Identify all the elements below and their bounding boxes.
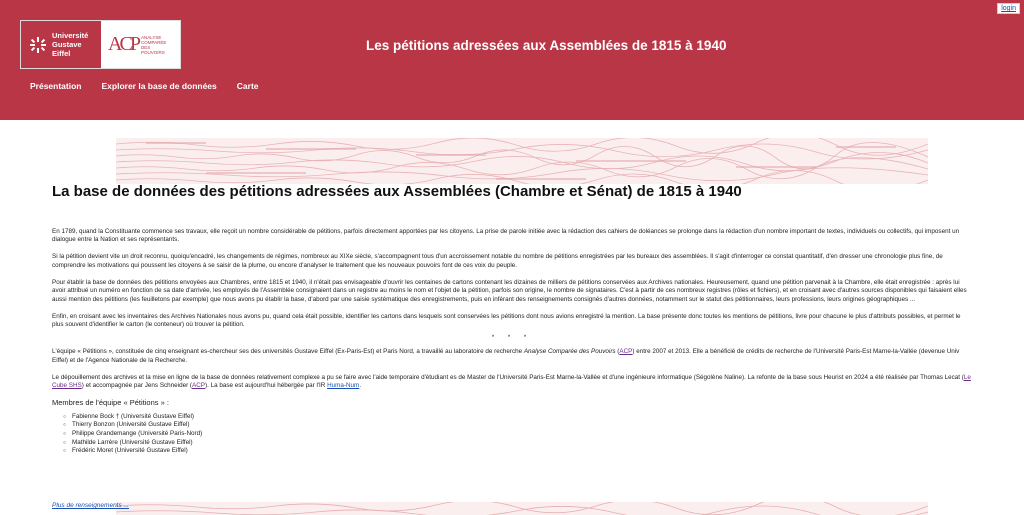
huma-num-link[interactable]: Huma-Num: [327, 382, 360, 390]
acp-link[interactable]: ACP: [619, 348, 633, 356]
list-item: ○ Mathilde Larrère (Université Gustave Eiffel): [66, 439, 972, 448]
context-paragraph: Si la pétition devient vite un droit reconnu, quoiqu'encadré, les changements de régimes, nombreux au XIXe siècle, s'accompagnent tous d'un accroissement notable du nombre de pétitions enregistrées par les bureaux des assemblées. Il s'agit d'interroger ce constat quantitatif, d'en dresser une chronologie plus fine, de comprendre les motivations qui poussent les citoyens à se saisir de la plume, ou encore d'analyser le traitement que les nouveaux pouvoirs font de ces voix du peuple.: [52, 253, 943, 269]
nav-item-explore-database[interactable]: Explorer la base de données: [101, 81, 217, 91]
decorative-banner: [116, 138, 928, 184]
login-button[interactable]: login: [997, 3, 1020, 14]
list-item: ○ Frédéric Moret (Université Gustave Eiffel): [66, 447, 972, 456]
members-list: [52, 413, 972, 457]
list-item: ○ Fabienne Bock † (Université Gustave Eiffel): [66, 413, 972, 422]
manuscript-banner-image: [116, 138, 928, 184]
acp-logo-letters: ACP: [108, 33, 138, 55]
nav-item-presentation[interactable]: Présentation: [30, 81, 82, 91]
manuscript-banner-bottom-image: [116, 502, 928, 515]
method-paragraph: Pour établir la base de données des pétitions envoyées aux Chambres, entre 1815 et 1940, il n'était pas envisageable d'ouvrir les centaines de cartons contenant les dizaines de milliers de pétitions conservées aux Archives nationales. Heureusement, quand une pétition parvenait à la Chambre, elle était enregistrée : après lui avoir attribué un numéro en fonction de sa date d'arrivée, les employés de l'Assemblée consignaient dans un registre au moins le nom et l'objet de la pétition, parfois son origine, le nombre de signataires. C'est à partir de ces nombreux registres (rôles et fichiers), et en croisant avec d'autres sources disponibles qui faisaient elles aussi mention des pétitions (les feuilletons par exemple) que nous avons pu établir la base, d'abord par une saisie systématique des enregistrements, puis en inférant des renseignements consignés d'autres données, notamment sur le statut des pétitionnaires, leurs professions, leurs origines géographiques ...: [52, 278, 967, 303]
list-item: ○ Philippe Grandemange (Université Paris-Nord): [66, 430, 972, 439]
main-content: [52, 228, 972, 456]
decorative-banner-bottom: [116, 502, 928, 515]
nav-item-map[interactable]: Carte: [236, 81, 259, 91]
credits-paragraph: Le dépouillement des archives et la mise en ligne de la base de données relativement complexe a pu se faire avec l'aide temporaire d'étudiant es de Master de l'Université Paris-Est Marne-la-Vallée et d'une ingénieure informatique (Ségolène Naline). La refonte de la base sous Heurist en 2024 a été réalisée par Thomas Lecat (Le Cube SHS) et accompagnée par Jens Schneider (ACP). La base est aujourd'hui hébergée par l'IR Huma-Num.: [52, 373, 971, 390]
university-logo[interactable]: [21, 21, 101, 68]
acp-logo-text: ANALYSE COMPARÉE DES POUVOIRS: [140, 34, 167, 55]
archives-paragraph: Enfin, en croisant avec les inventaires des Archives Nationales nous avons pu, quand cela était possible, identifier les cartons dans lesquels sont conservées les pétitions dont nous avions enregistré la mention. La base présente donc toutes les mentions de pétitions, livre pour chacune le plus d'attributs possibles, et permet le plus souvent d'identifier le carton (le conteneur) où trouver la pétition.: [52, 312, 961, 329]
main-nav: [30, 81, 259, 91]
team-paragraph: L'équipe « Pétitions », constituée de cinq enseignant es-chercheur ses des universités Gustave Eiffel (Ex-Paris-Est) et Paris Nord, a travaillé au laboratoire de recherche Analyse Comparée des Pouvoirs (ACP) entre 2007 et 2013. Elle a bénéficié de crédits de recherche de l'Université Paris-Est Marne-la-Vallée (devenue Univ Eiffel) et de l'Agence Nationale de la Recherche.: [52, 348, 960, 364]
university-star-icon: [29, 36, 47, 54]
intro-paragraph: En 1789, quand la Constituante commence ses travaux, elle reçoit un nombre considérable de pétitions, parfois directement apportées par les citoyens. La prise de parole initiée avec la rédaction des cahiers de doléances se prolonge dans la rédaction d'un nombre important de textes, individuels ou collectifs, qui imposent un dialogue entre la Nation et ses représentants.: [52, 228, 960, 244]
acp-logo[interactable]: [101, 21, 180, 68]
page-title: La base de données des pétitions adressées aux Assemblées (Chambre et Sénat) de 1815 à 1940: [52, 183, 742, 200]
site-header: [0, 0, 1024, 120]
list-item: ○ Thierry Bonzon (Université Gustave Eiffel): [66, 421, 972, 430]
site-title: Les pétitions adressées aux Assemblées de 1815 à 1940: [366, 38, 727, 53]
logo-container[interactable]: [20, 20, 181, 69]
university-logo-text: Université Gustave Eiffel: [52, 31, 89, 58]
acp-link-2[interactable]: ACP: [192, 382, 205, 390]
section-separator: * * *: [491, 335, 533, 342]
more-info-link[interactable]: Plus de renseignements ...: [52, 502, 129, 509]
members-title: Membres de l'équipe « Pétitions » :: [52, 398, 169, 408]
le-cube-shs-link[interactable]: Le Cube SHS: [52, 373, 971, 390]
